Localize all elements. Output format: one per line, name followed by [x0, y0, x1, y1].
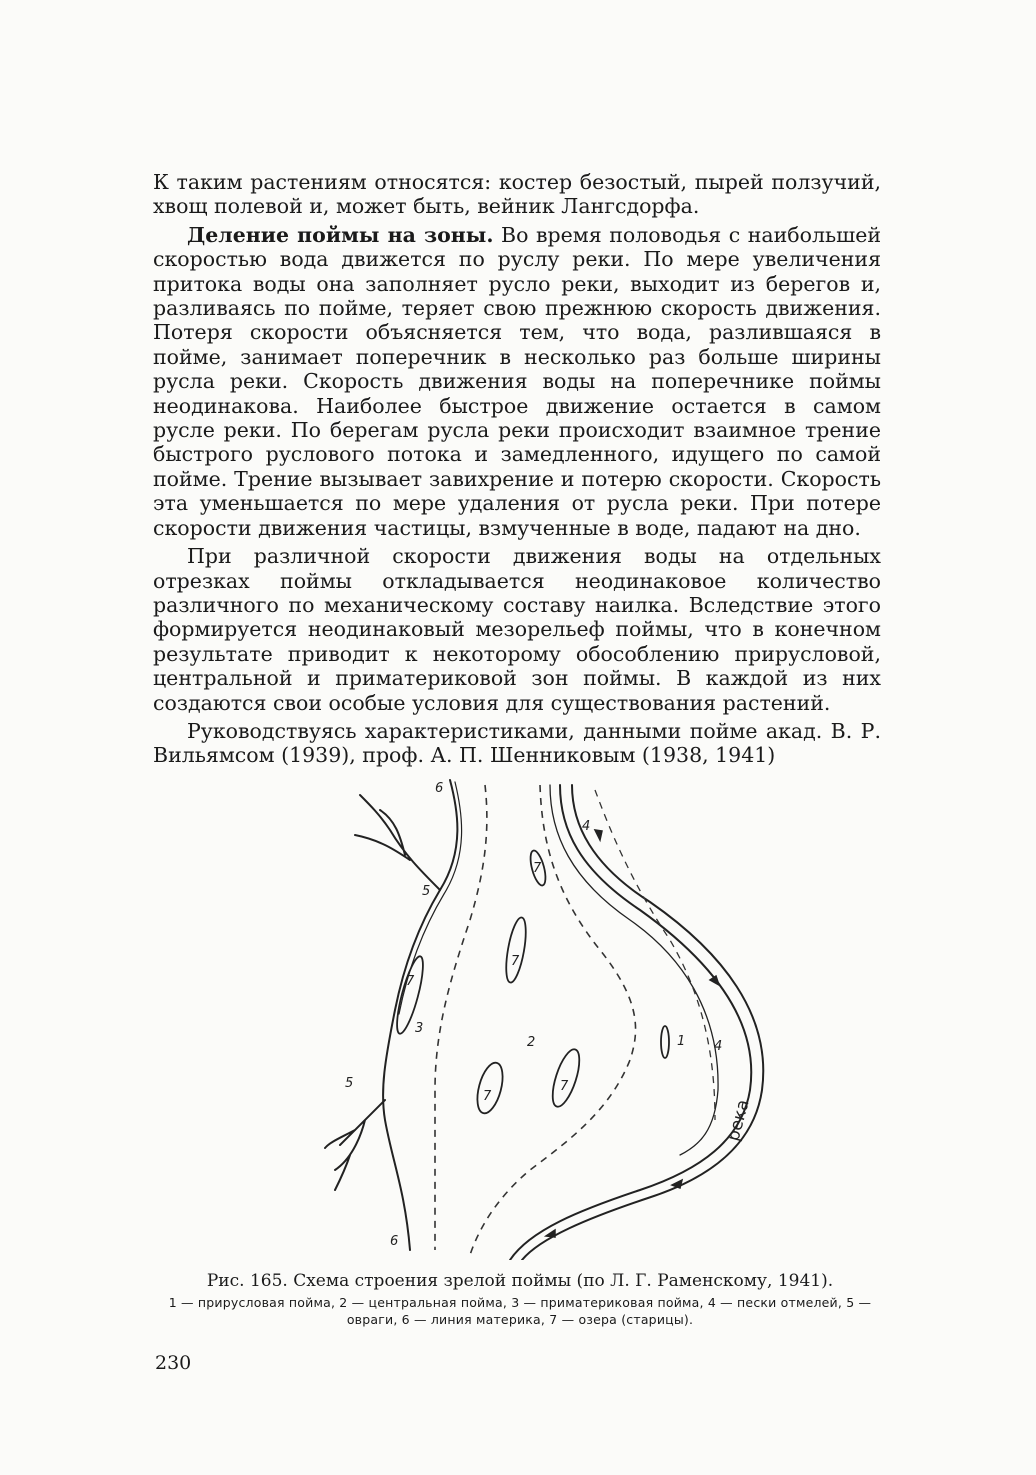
floodplain-figure	[310, 770, 780, 1260]
zone-boundary-middle	[470, 785, 636, 1255]
zone-boundary-left	[435, 785, 487, 1250]
label-5b: 5	[345, 1076, 354, 1091]
page-number: 230	[155, 1352, 192, 1374]
caption-title: Рис. 165. Схема строения зрелой поймы (по Л. Г. Раменскому, 1941).	[206, 1271, 834, 1291]
label-5a: 5	[422, 884, 431, 899]
river-label: река	[723, 1097, 754, 1144]
caption-legend: 1 — прирусловая пойма, 2 — центральная пойма, 3 — приматериковая пойма, 4 — пески отмелей, 5 — овраги, 6 — линия материка, 7 — озера (старицы).	[168, 1295, 872, 1327]
river-channel-outer	[510, 785, 751, 1260]
label-1: 1	[677, 1034, 686, 1049]
label-7d: 7	[483, 1089, 492, 1104]
oxbow-lake-5	[547, 1046, 585, 1109]
flow-arrow-3	[672, 1180, 682, 1188]
ravine-upper	[355, 795, 440, 890]
paragraph-4: Руководствуясь характеристиками, данными пойме акад. В. Р. Вильямсом (1939), проф. А. П. Шенниковым (1938, 1941)	[153, 718, 881, 768]
body-text	[153, 170, 881, 768]
floodplain-diagram	[310, 770, 780, 1260]
flow-arrow-2	[710, 976, 719, 985]
figure-caption	[150, 1270, 890, 1328]
sand-bank-line	[550, 785, 718, 1155]
label-7b: 7	[511, 954, 520, 969]
label-6b: 6	[390, 1234, 399, 1249]
label-4a: 4	[582, 819, 591, 834]
label-2: 2	[527, 1035, 536, 1050]
paragraph-2	[153, 223, 881, 540]
paragraph-3: При различной скорости движения воды на отдельных отрезках поймы откладывается неодинаковое количество различного по механическому составу наилка. Вследствие этого формируется неодинаковый мезорельеф поймы, что в конечном результате приводит к некоторому обособлению прирусловой, центральной и приматериковой зон поймы. В каждой из них создаются свои особые условия для существования растений.	[153, 544, 881, 715]
ravine-lower	[325, 1100, 385, 1190]
label-7e: 7	[560, 1079, 569, 1094]
paragraph-2-body: Во время половодья с наибольшей скоростью вода движется по руслу реки. По мере увеличения притока воды она заполняет русло реки, выходит из берегов и, разливаясь по пойме, теряет свою прежнюю скорость движения. Потеря скорости объясняется тем, что вода, разлившаяся в пойме, занимает поперечник в несколько раз больше ширины русла реки. Скорость движения воды на поперечнике поймы неодинакова. Наиболее быстрое движение остается в самом русле реки. По берегам русла реки происходит взаимное трение быстрого руслового потока и замедленного, идущего по самой пойме. Трение вызывает завихрение и потерю скорости. Скорость эта уменьшается по мере удаления от русла реки. При потере скорости движения частицы, взмученные в воде, падают на дно.	[153, 222, 881, 540]
oxbow-lake-6	[661, 1026, 669, 1058]
label-3: 3	[415, 1021, 424, 1036]
label-7c: 7	[406, 974, 415, 989]
flow-arrow-4	[546, 1230, 555, 1237]
label-7a: 7	[533, 861, 542, 876]
label-4b: 4	[714, 1039, 723, 1054]
flow-arrow-1	[595, 830, 602, 840]
paragraph-1: К таким растениям относятся: костер безостый, пырей ползучий, хвощ полевой и, может быть, вейник Лангсдорфа.	[153, 170, 881, 219]
oxbow-lake-2	[502, 916, 529, 984]
section-heading: Деление поймы на зоны.	[187, 222, 494, 247]
label-6a: 6	[435, 781, 444, 796]
zone-boundary-right	[595, 790, 715, 1120]
oxbow-lake-4	[473, 1060, 508, 1116]
